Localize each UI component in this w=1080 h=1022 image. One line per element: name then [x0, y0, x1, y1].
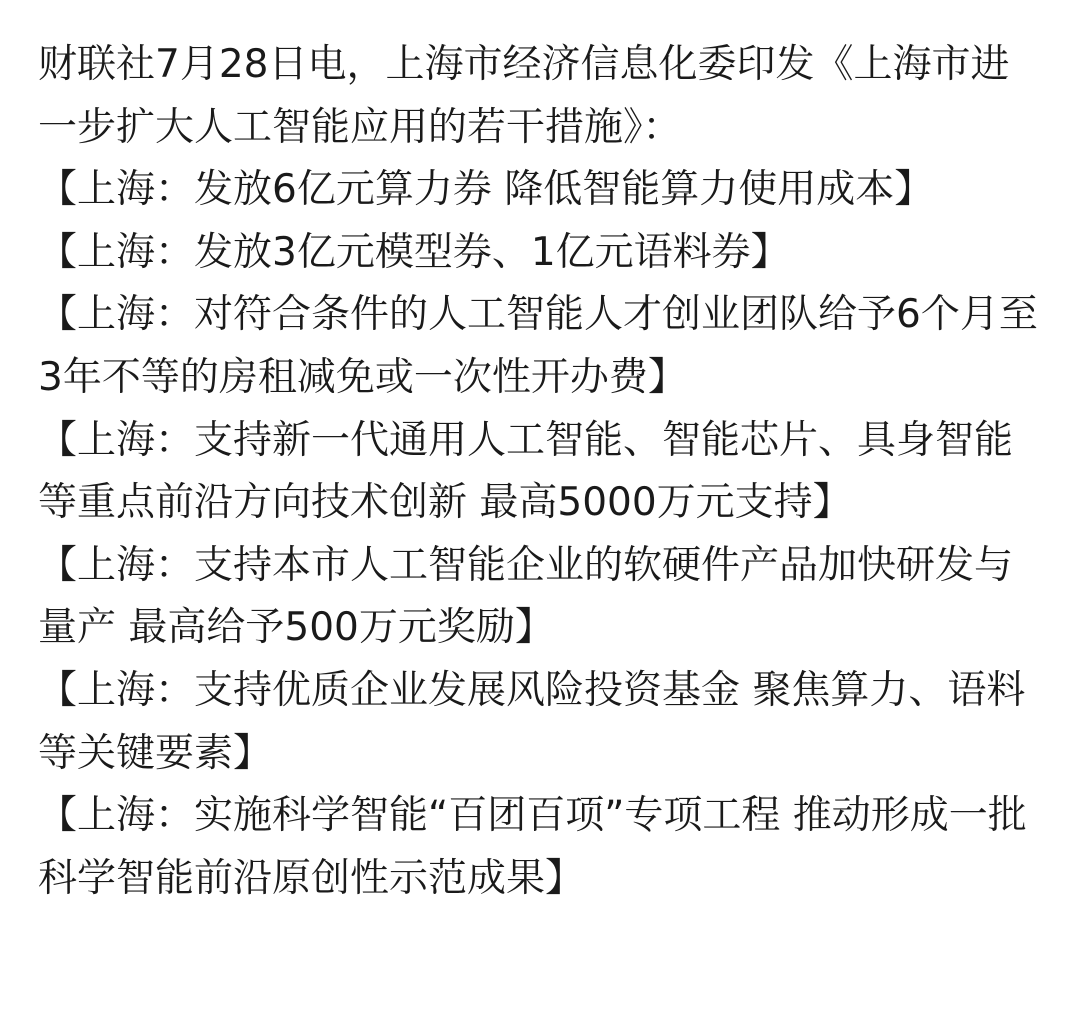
- policy-point: 【上海：发放3亿元模型券、1亿元语料券】: [38, 229, 790, 275]
- policy-point: 【上海：支持新一代通用人工智能、智能芯片、具身智能等重点前沿方向技术创新 最高5000万元支持】: [38, 417, 1014, 526]
- policy-point: 【上海：支持优质企业发展风险投资基金 聚焦算力、语料等关键要素】: [38, 667, 1026, 776]
- policy-point: 【上海：支持本市人工智能企业的软硬件产品加快研发与量产 最高给予500万元奖励】: [38, 542, 1014, 651]
- article-intro: 财联社7月28日电，上海市经济信息化委印发《上海市进一步扩大人工智能应用的若干措施》：: [38, 42, 1010, 150]
- policy-point: 【上海：对符合条件的人工智能人才创业团队给予6个月至3年不等的房租减免或一次性开办费】: [38, 292, 1038, 400]
- policy-point: 【上海：实施科学智能“百团百项”专项工程 推动形成一批科学智能前沿原创性示范成果】: [38, 793, 1027, 901]
- policy-point: 【上海：发放6亿元算力券 降低智能算力使用成本】: [38, 167, 934, 213]
